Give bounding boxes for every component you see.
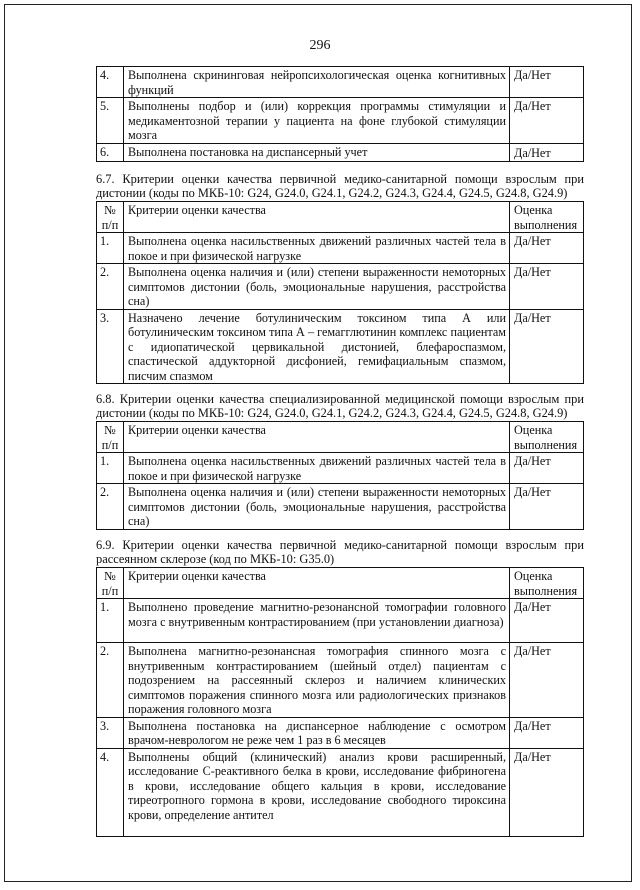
row-number: 3.	[97, 309, 124, 384]
table-header-row	[97, 568, 584, 599]
row-number: 5.	[97, 98, 124, 144]
criteria-text: Выполнена оценка насильственных движений различных частей тела в покое и при физической нагрузке	[124, 453, 510, 484]
row-number: 1.	[97, 599, 124, 643]
criteria-text: Назначено лечение ботулиническим токсином типа А или ботулиническим токсином типа А – гемагглютинин комплекс пациентам с идиопатической цервикальной дистонией, блефароспазмом, спастической аддукторной дисфонией, гемифациальным спазмом, писчим спазмом	[124, 309, 510, 384]
criteria-table	[96, 66, 584, 162]
table-row	[97, 98, 584, 144]
table-row	[97, 143, 584, 161]
table-row	[97, 748, 584, 836]
section-caption: 6.8. Критерии оценки качества специализированной медицинской помощи взрослым при дистонии (коды по МКБ-10: G24, G24.0, G24.1, G24.2, G24.3, G24.4, G24.5, G24.8, G24.9)	[96, 392, 584, 420]
row-number: 4.	[97, 748, 124, 836]
assessment-value: Да/Нет	[510, 309, 584, 384]
criteria-text: Выполнены общий (клинический) анализ крови расширенный, исследование С-реактивного белка в крови, исследование фибриногена в крови, исследование общего кальция в крови, исследование тиреотропного гормона в крови, исследование свободного тироксина крови, определение антител	[124, 748, 510, 836]
header-assessment: Оценка выполнения	[510, 202, 584, 233]
table-row	[97, 599, 584, 643]
assessment-value: Да/Нет	[510, 599, 584, 643]
section-caption: 6.7. Критерии оценки качества первичной медико-санитарной помощи взрослым при дистонии (коды по МКБ-10: G24, G24.0, G24.1, G24.2, G24.3, G24.4, G24.5, G24.8, G24.9)	[96, 172, 584, 200]
criteria-text: Выполнена постановка на диспансерное наблюдение с осмотром врачом-неврологом не реже чем 1 раз в 6 месяцев	[124, 717, 510, 748]
table-header-row	[97, 422, 584, 453]
page-number: 296	[309, 38, 331, 53]
assessment-value: Да/Нет	[510, 453, 584, 484]
criteria-text: Выполнена постановка на диспансерный учет	[124, 143, 510, 161]
criteria-text: Выполнена оценка насильственных движений различных частей тела в покое и при физической нагрузке	[124, 233, 510, 264]
criteria-text: Выполнена скрининговая нейропсихологическая оценка когнитивных функций	[124, 67, 510, 98]
criteria-text: Выполнены подбор и (или) коррекция программы стимуляции и медикаментозной терапии у пациента на фоне глубокой стимуляции мозга	[124, 98, 510, 144]
section-caption: 6.9. Критерии оценки качества первичной медико-санитарной помощи взрослым при рассеянном склерозе (код по МКБ-10: G35.0)	[96, 538, 584, 566]
assessment-value: Да/Нет	[510, 643, 584, 718]
table-header-row	[97, 202, 584, 233]
header-assessment: Оценка выполнения	[510, 422, 584, 453]
criteria-text: Выполнена оценка наличия и (или) степени выраженности немоторных симптомов дистонии (боль, эмоциональные нарушения, расстройства сна)	[124, 484, 510, 530]
header-number: № п/п	[97, 202, 124, 233]
assessment-value: Да/Нет	[510, 98, 584, 144]
criteria-table	[96, 201, 584, 384]
assessment-value: Да/Нет	[510, 233, 584, 264]
row-number: 2.	[97, 643, 124, 718]
row-number: 1.	[97, 453, 124, 484]
table-row	[97, 453, 584, 484]
criteria-text: Выполнена оценка наличия и (или) степени выраженности немоторных симптомов дистонии (боль, эмоциональные нарушения, расстройства сна)	[124, 264, 510, 310]
table-row	[97, 264, 584, 310]
row-number: 6.	[97, 143, 124, 161]
criteria-text: Выполнена магнитно-резонансная томография спинного мозга с внутривенным контрастированием (шейный отдел) пациентам с подозрением на рассеянный склероз и наличием клинических симптомов поражения спинного мозга или радиологических признаков поражения головного мозга	[124, 643, 510, 718]
section-6-7	[96, 172, 584, 384]
header-criteria: Критерии оценки качества	[124, 422, 510, 453]
section-6-8	[96, 392, 584, 530]
assessment-value: Да/Нет	[510, 717, 584, 748]
top-table-block	[96, 66, 584, 162]
row-number: 1.	[97, 233, 124, 264]
header-criteria: Критерии оценки качества	[124, 568, 510, 599]
criteria-table	[96, 567, 584, 837]
table-row	[97, 67, 584, 98]
table-row	[97, 717, 584, 748]
header-criteria: Критерии оценки качества	[124, 202, 510, 233]
assessment-value: Да/Нет	[510, 484, 584, 530]
row-number: 2.	[97, 484, 124, 530]
criteria-table	[96, 421, 584, 530]
row-number: 4.	[97, 67, 124, 98]
table-row	[97, 643, 584, 718]
header-number: № п/п	[97, 422, 124, 453]
table-row	[97, 309, 584, 384]
criteria-text: Выполнено проведение магнитно-резонансной томографии головного мозга с внутривенным контрастированием (при установлении диагноза)	[124, 599, 510, 643]
table-row	[97, 484, 584, 530]
header-number: № п/п	[97, 568, 124, 599]
table-row	[97, 233, 584, 264]
section-6-9	[96, 538, 584, 837]
assessment-value: Да/Нет	[510, 143, 584, 161]
row-number: 3.	[97, 717, 124, 748]
assessment-value: Да/Нет	[510, 67, 584, 98]
row-number: 2.	[97, 264, 124, 310]
assessment-value: Да/Нет	[510, 748, 584, 836]
assessment-value: Да/Нет	[510, 264, 584, 310]
header-assessment: Оценка выполнения	[510, 568, 584, 599]
